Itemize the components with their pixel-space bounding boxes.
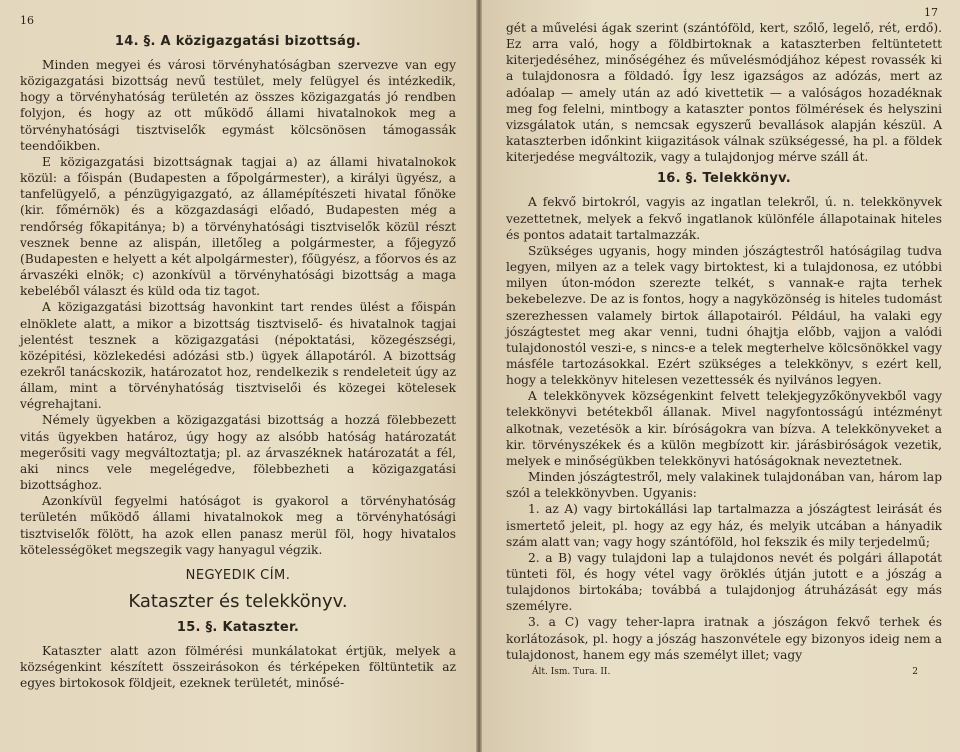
section-title-15: 15. §. Kataszter.: [176, 619, 300, 635]
list-item: 3. a C) vagy teher-lapra iratnak a jószágon fekvő terhek és korlátozások, pl. hogy a jószág haszonvétele egy bizonyos ideig nem a tulajdonost, hanem egy más személyt illet; vagy: [506, 615, 942, 662]
paragraph: A fekvő birtokról, vagyis az ingatlan telekről, ú. n. telekkönyvek vezettetnek, melyek a fekvő ingatlanok különféle állapotainak hiteles és pontos adatait tartalmazzák.: [506, 195, 942, 242]
part-title: Kataszter és telekkönyv.: [128, 590, 348, 612]
paragraph: A telekkönyvek községenkint felvett telekjegyzőkönyvekből vagy telekkönyvi betétekből állanak. Mivel nagyfontosságú intézményt alkotnak, vezetésök a kir. bíróságokra van bízva. A telekkönyveket a kir. törvényszékek és a külön megbízott kir. járásbiróságok vezetik, melyek e minőségükben telekkönyvi hatóságoknak neveztetnek.: [506, 389, 942, 468]
left-page: [0, 0, 476, 752]
paragraph: Minden jószágtestről, mely valakinek tulajdonában van, három lap szól a telekkönyvben. Ugyanis:: [506, 470, 942, 501]
paragraph: Némely ügyekben a közigazgatási bizottság a hozzá fölebbezett vitás ügyekben határoz, úgy hogy az alsóbb hatóság határozatát megerősiti vagy megváltoztatja; pl. az árvaszéknek határozatát a fél, aki nincs vele megelégedve, fölebbezheti a közigazgatási bizottsághoz.: [20, 413, 456, 493]
paragraph: Minden megyei és városi törvényhatóságban szervezve van egy közigazgatási bizottság nevű testület, mely felügyel és intézkedik, hogy a törvényhatóság területén az összes közigazgatás jó rendben folyjon, és hogy az ott működő állami hivatalnokok meg a törvényhatósági tisztviselők egymást kölcsönösen támogassák teendőikben.: [20, 58, 456, 153]
chapter-heading: NEGYEDIK CÍM.: [185, 567, 291, 583]
page-number-left: 16: [20, 14, 34, 27]
right-page: [482, 0, 960, 752]
section-title-16: 16. §. Telekkönyv.: [656, 171, 792, 187]
page-number-right: 17: [924, 6, 938, 19]
paragraph: Azonkívül fegyelmi hatóságot is gyakorol a törvényhatóság területén működő állami hivatalnokok meg a törvényhatósági tisztviselők fölött, ha azok ellen panasz merül föl, hogy hivatalos kötelességöket megszegik vagy hanyagul végzik.: [20, 494, 456, 557]
paragraph: E közigazgatási bizottságnak tagjai a) az állami hivatalnokok közül: a főispán (Budapesten a főpolgármester), a királyi ügyész, a tanfelügyelő, a pénzügyigazgató, az államépítészeti hivatal főnöke (kir. főmérnök) és a közgazdasági előadó, Budapesten még a rendőrség főkapitánya; b) a törvényhatósági tisztviselők közül részt vesznek benne az alispán, illetőleg a polgármester, a főjegyző (Budapesten e helyett a két alpolgármester), főügyész, a főorvos és az árvaszéki elnök; c) azonkívül a törvényhatósági bizottság a maga kebeléből választ és küld oda tiz tagot.: [20, 154, 456, 299]
page-footer: [506, 667, 942, 677]
list-item: 1. az A) vagy birtokállási lap tartalmazza a jószágtest leirását és ismertető jeleit, pl. hogy az egy ház, és melyik utcában a hányadik szám alatt van; vagy hogy szántóföld, hol fekszik és mily terjedelmű;: [506, 502, 942, 549]
section-title-14: 14. §. A közigazgatási bizottság.: [114, 34, 362, 49]
list-item: 2. a B) vagy tulajdoni lap a tulajdonos nevét és polgári állapotát tünteti föl, és hogy vétel vagy öröklés útján jutott e a jószág a tulajdonos birtokába; továbbá a tulajdonjog átruházását egy más személyre.: [506, 550, 942, 614]
paragraph: A közigazgatási bizottság havonkint tart rendes ülést a főispán elnöklete alatt, a mikor a bizottság tisztviselő- és hivatalnok tagjai jelentést tesznek a közigazgatási (népoktatási, közegészségi, középitési, közlekedési adózási stb.) ügyek állapotáról. A bizottság ezekről tanácskozik, határozatot hoz, rendelkezik s rendeleteit úgy az állam, mint a törvényhatóság tisztviselői és közegei kötelesek végrehajtani.: [20, 300, 456, 412]
footer-signature: Ált. Ism. Tura. II.: [532, 666, 611, 677]
paragraph: Szükséges ugyanis, hogy minden jószágtestről hatóságilag tudva legyen, milyen az a telek vagy birtoktest, ki a tulajdonosa, ez utóbbi milyen úton-módon szerezte telkét, s vannak-e rajta terhek bekebelezve. De az is fontos, hogy a nagyközönség is hiteles tudomást szerezhessen valamely birtok állapotairól. Például, ha valaki egy jószágtestet meg akar venni, tudni óhajtja előbb, vajjon a valódi tulajdonostól veszi-e, s nincs-e a telek megterhelve kölcsönökkel vagy másféle tartozásokkal. Ezért szükséges a telekkönyv, s ezért kell, hogy a telekkönyv hitelesen vezettessék és nyilvános legyen.: [506, 243, 942, 388]
paragraph: Kataszter alatt azon fölmérési munkálatokat értjük, melyek a községenkint készített összeirásokon és térképeken föltüntetik az egyes birtokosok földjeit, ezeknek területét, minősé-: [20, 643, 456, 691]
paragraph: gét a művelési ágak szerint (szántóföld, kert, szőlő, legelő, rét, erdő). Ez arra való, hogy a földbirtoknak a kataszterben feltüntetett kiterjedéséhez, minőségéhez és művelésmódjához képest rovassék ki a tulajdonosra a földadó. Így lesz igazságos az adózás, mert az adóalap — amely után az adó kivettetik — a valóságos hozadéknak meg fog felelni, mintbogy a kataszter pontos fölmérések és helyszini vizsgálatok után, s nemcsak egyszerű bevallások alapján készül. A kataszterben időnkint kiigazitások válnak szükségessé, ha pl. a földek kiterjedése megváltozik, vagy a tulajdonjog mérve száll át.: [506, 21, 942, 165]
footer-sheet-number: 2: [912, 666, 918, 677]
register-list: [506, 501, 942, 663]
